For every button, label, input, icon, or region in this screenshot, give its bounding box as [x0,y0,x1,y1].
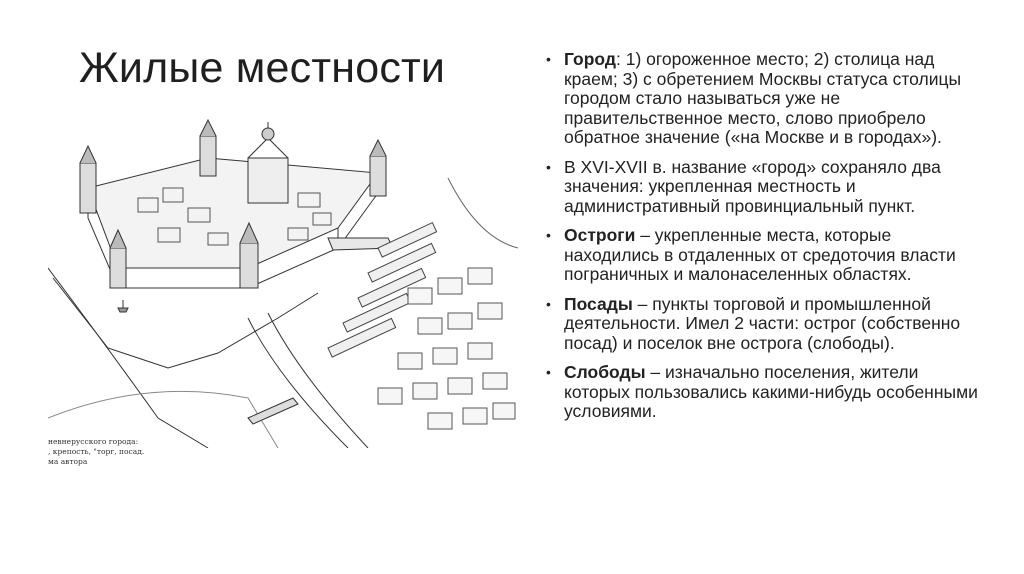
bullet-dot: • [546,51,551,67]
bullet-text: В XVI-XVII в. название «город» сохраняло два значения: укрепленная местность и административный провинциальный пункт. [564,156,941,216]
caption-line: ма автора [48,457,88,466]
bullet-item [544,50,984,148]
town-illustration [48,118,518,448]
bullet-term: Город [564,49,616,69]
bullet-text: : 1) огороженное место; 2) столица над краем; 3) с обретением Москвы статуса столицы городом стало называться уже не правительственное место, слово приобрело обратное значение («на Москве и в городах»). [564,49,962,147]
bullet-dot: • [546,364,551,380]
bullet-item [544,226,984,285]
bullet-term: Остроги [564,225,636,245]
caption-line: , крепость, "торг, посад. [48,447,145,456]
slide-title: Жилые местности [79,44,446,92]
bullet-item [544,295,984,354]
bullet-term: Слободы [564,362,646,382]
bullet-term: Посады [564,293,633,314]
bullet-list [544,50,984,432]
bullet-text: – пункты торговой и промышленной деятельности. Имел 2 части: острог (собственно посад) и поселок вне острога (слободы). [564,293,961,353]
bullet-dot: • [546,227,551,243]
bullet-item [544,363,984,422]
bullet-item [544,158,984,217]
bullet-dot: • [546,158,551,175]
bullet-text: – изначально поселения, жители которых пользовались какими-нибудь особенными условиями. [564,362,978,421]
bullet-dot: • [546,295,551,312]
caption-line: невнерусского города: [48,437,139,446]
bullet-text: – укрепленные места, которые находились в отдаленных от средоточия власти пограничных и малонаселенных областях. [564,225,956,284]
image-caption [48,437,168,467]
